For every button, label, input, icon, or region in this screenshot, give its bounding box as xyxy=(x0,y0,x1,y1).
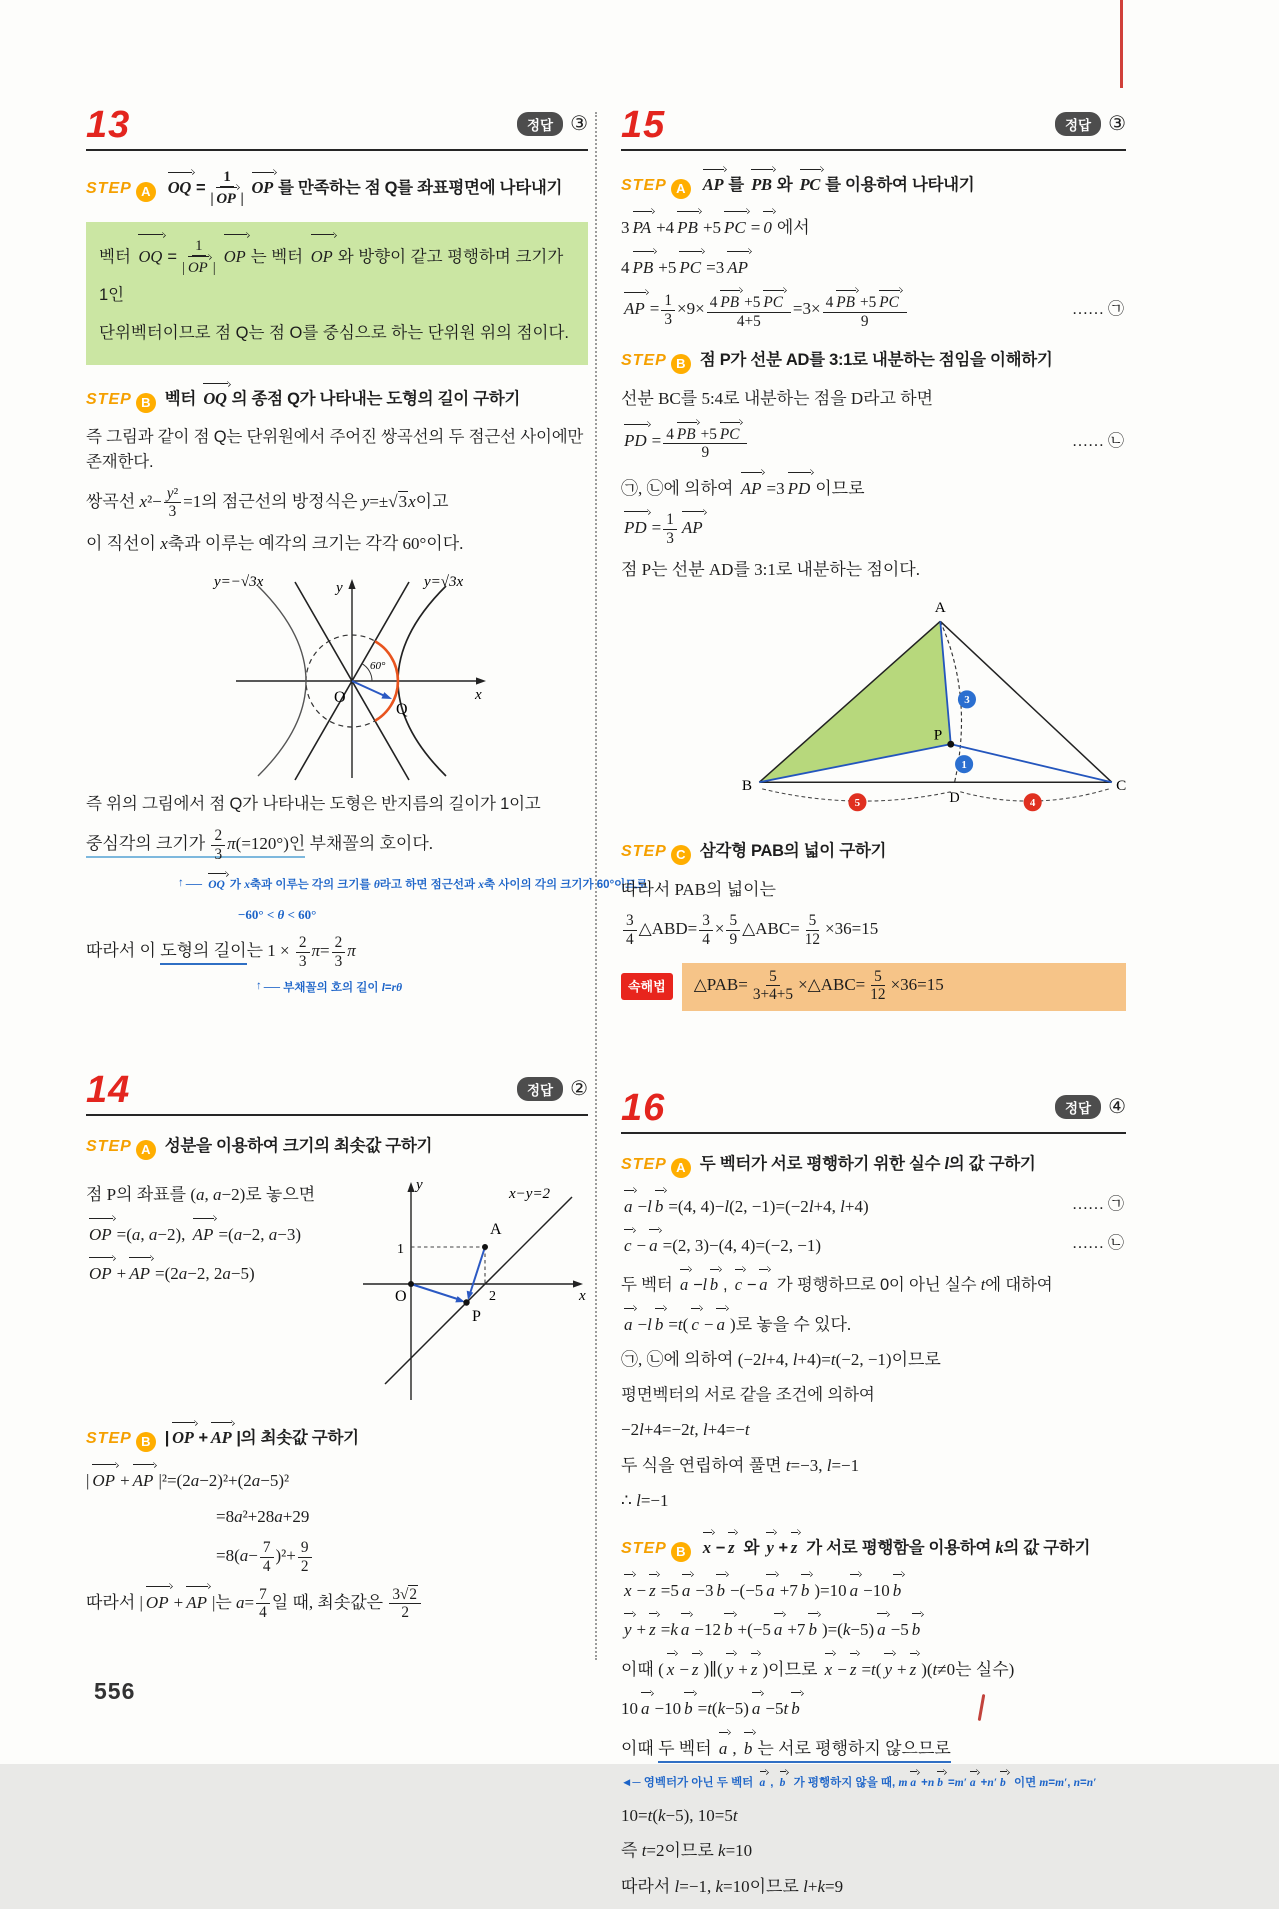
math-line: a −l b =(4, 4)−l(2, −1)=(−2l+4, l+4) …… ㉠ xyxy=(621,1190,1126,1220)
answer-choice: ③ xyxy=(570,113,588,135)
quick-method-box: 속해법 △PAB= $\frac{5}{3+4+5}$ ×△ABC= $\frac{5}{12}$ ×36=15 xyxy=(621,963,1126,1011)
math-line: 따라서 | OP + AP |는 a= $\frac{7}{4}$ 일 때, 최솟값은 $\frac{3√2}{2}$ xyxy=(86,1586,588,1622)
origin-label: O xyxy=(334,689,346,707)
step-a-header: STEP A 성분을 이용하여 크기의 최솟값 구하기 xyxy=(86,1134,588,1160)
answer-badge xyxy=(517,112,588,136)
problem-13-body-bottom xyxy=(86,792,648,997)
math-line: a −l b =t( c − a )로 놓을 수 있다. xyxy=(621,1308,1126,1338)
problem-15-body-top xyxy=(621,169,1126,583)
answer-choice: ④ xyxy=(1108,1095,1126,1118)
step-a-header: STEP A AP 를 PB 와 PC 를 이용하여 나타내기 xyxy=(621,169,1126,199)
x-tick-2: 2 xyxy=(489,1289,496,1305)
asymptote-positive-label: y=√3x xyxy=(424,574,464,591)
math-line: ㉠, ㉡에 의하여 (−2l+4, l+4)=t(−2, −1)이므로 xyxy=(621,1350,941,1370)
x-axis-arrow xyxy=(476,678,486,685)
math-line: 이때 두 벡터 a , b 는 서로 평행하지 않으므로 xyxy=(621,1732,1126,1762)
point-p-label: P xyxy=(933,726,943,744)
math-line: PD = $\frac{1}{3}$ AP xyxy=(621,511,1126,547)
problem-14-body-bottom xyxy=(86,1422,588,1621)
problem-14-step-a xyxy=(86,1134,588,1160)
x-axis-label: x xyxy=(475,687,482,704)
answer-badge xyxy=(1055,112,1126,136)
y-axis-label: y xyxy=(416,1177,423,1194)
math-line: OP =(a, a−2), AP =(a−2, a−3) xyxy=(86,1218,349,1248)
answer-badge xyxy=(1055,1095,1126,1119)
step-c-header: STEP C 삼각형 PAB의 넓이 구하기 xyxy=(621,839,1126,865)
ratio-3-number: 3 xyxy=(964,694,970,707)
vertex-b-label: B xyxy=(741,776,753,794)
scan-mark-top xyxy=(1120,0,1123,88)
math-line: ㉠, ㉡에 의하여 AP =3 PD 이므로 xyxy=(621,472,1126,502)
op-vector-arrow xyxy=(411,1284,459,1300)
math-line: 점 P는 선분 AD를 3:1로 내분하는 점이다. xyxy=(621,560,920,580)
math-line: 10=t(k−5), 10=5t xyxy=(621,1805,738,1825)
math-line: y + z =k a −12 b +(−5 a +7 b )=(k−5) a −5 b xyxy=(621,1613,1126,1643)
problem-number: 14 xyxy=(86,1069,131,1112)
vertex-a-label: A xyxy=(934,598,946,616)
step-b-header: STEP B 벡터 OQ 의 종점 Q가 나타내는 도형의 길이 구하기 xyxy=(86,383,588,413)
math-line: AP = $\frac{1}{3}$ ×9× $\frac{4 PB +5 PC}{4+5}$ =3× $\frac{4 PB +5 PC}{9}$ …… ㉠ xyxy=(624,292,1124,330)
math-line: OP + AP =(2a−2, 2a−5) xyxy=(86,1257,349,1287)
answer-choice: ② xyxy=(570,1078,588,1101)
math-line: =8a²+28a+29 xyxy=(216,1506,310,1526)
answer-label: 정답 xyxy=(517,112,563,136)
segment-pc xyxy=(951,744,1112,782)
page-number: 556 xyxy=(94,1678,136,1704)
answer-label: 정답 xyxy=(517,1077,563,1101)
problem-15 xyxy=(621,106,1126,1011)
step-b-header: STEP B x − z 와 y + z 가 서로 평행함을 이용하여 k의 값 구하기 xyxy=(621,1532,1126,1562)
hyperbola-figure xyxy=(184,566,514,782)
step-a-header: STEP A OQ = $\frac{1}{| OP |}$ OP 를 만족하는 점 Q를 좌표평면에 나타내기 xyxy=(86,169,563,208)
answer-label: 정답 xyxy=(1055,112,1101,136)
y-tick-1: 1 xyxy=(397,1242,404,1258)
coordinate-figure xyxy=(353,1172,588,1404)
ratio-5-number: 5 xyxy=(854,797,861,810)
math-line: −2l+4=−2t, l+4=−t xyxy=(621,1420,750,1440)
problem-15-header xyxy=(621,106,1126,151)
problem-13-body-top xyxy=(86,169,588,556)
point-a-dot xyxy=(482,1244,488,1250)
math-line: 10 a −10 b =t(k−5) a −5t b xyxy=(621,1692,1126,1722)
step-a-header: STEP A 두 벡터가 서로 평행하기 위한 실수 l의 값 구하기 xyxy=(621,1152,1126,1178)
step-b-header: STEP B | OP + AP |의 최솟값 구하기 xyxy=(86,1422,588,1452)
note-line: ◄─ 영벡터가 아닌 두 벡터 a , b 가 평행하지 않을 때, m a +n b =m′ a +n′ b 이면 m=m′, n=n′ xyxy=(621,1771,1126,1792)
problem-13-header xyxy=(86,106,588,151)
problem-14-header xyxy=(86,1071,588,1116)
point-p-dot xyxy=(463,1300,469,1306)
math-line: c − a =(2, 3)−(4, 4)=(−2, −1) …… ㉡ xyxy=(621,1229,1126,1259)
point-a-label: A xyxy=(490,1221,502,1239)
answer-label: 정답 xyxy=(1055,1095,1101,1119)
problem-16-header xyxy=(621,1086,1126,1134)
math-line: 4 PB +5 PC =3 AP xyxy=(621,251,1126,281)
right-column xyxy=(621,106,1126,1909)
math-line: 두 식을 연립하여 풀면 t=−3, l=−1 xyxy=(621,1455,860,1475)
math-line: PD = $\frac{4 PB +5 PC}{9}$ …… ㉡ xyxy=(621,422,1126,462)
origin-dot xyxy=(408,1281,414,1287)
math-line: =8(a− $\frac{7}{4}$ )²+ $\frac{9}{2}$ xyxy=(86,1539,588,1575)
text-line: 평면벡터의 서로 같을 조건에 의하여 xyxy=(621,1385,875,1404)
text-line: 즉 그림과 같이 점 Q는 단위원에서 주어진 쌍곡선의 두 점근선 사이에만 존재한다. xyxy=(86,428,584,471)
text-line: 즉 위의 그림에서 점 Q가 나타내는 도형은 반지름의 길이가 1이고 xyxy=(86,795,541,814)
ratio-1-number: 1 xyxy=(961,758,967,771)
x-axis-label: x xyxy=(579,1288,586,1305)
problem-16 xyxy=(621,1086,1126,1899)
math-line: 이때 ( x − z )∥( y + z )이므로 x − z =t( y + z )(t≠0는 실수) xyxy=(621,1653,1126,1683)
note-line: ↑ ── 부채꼴의 호의 길이 l=rθ xyxy=(256,980,403,995)
highlight-box: 벡터 OQ = $\frac{1}{| OP |}$ OP 는 벡터 OP 와 방향이 같고 평행하며 크기가 1인 단위벡터이므로 점 Q는 점 O를 중심으로 하는 단위원 위의 점이다. xyxy=(86,222,588,365)
point-p-label: P xyxy=(472,1308,481,1326)
line-equation-label: x−y=2 xyxy=(509,1186,551,1203)
math-line: 점 P의 좌표를 (a, a−2)로 놓으면 xyxy=(86,1185,316,1205)
point-d-label: D xyxy=(949,790,960,807)
problem-14-body-left xyxy=(86,1172,349,1297)
math-line: 따라서 이 도형의 길이는 1 × $\frac{2}{3}$ π= $\frac{2}{3}$ π xyxy=(86,934,356,970)
problem-number: 16 xyxy=(621,1086,666,1129)
problem-14-text-figure-row xyxy=(86,1172,588,1404)
problem-16-body xyxy=(621,1152,1126,1899)
math-line: 3 PA +4 PB +5 PC = 0 에서 xyxy=(621,211,1126,241)
point-p-dot xyxy=(947,741,954,748)
problem-number: 13 xyxy=(86,104,131,146)
vertex-c-label: C xyxy=(1116,776,1127,794)
math-line: x − z =5 a −3 b −(−5 a +7 b )=10 a −10 b xyxy=(621,1574,1126,1604)
oq-vector-arrowhead xyxy=(381,692,392,699)
math-line: 따라서 l=−1, k=10이므로 l+k=9 xyxy=(621,1876,844,1896)
math-line: 쌍곡선 x²− $\frac{\text{y²}}{3}$ =1의 점근선의 방정식은 y=±√3x이고 xyxy=(86,484,449,521)
math-line: 선분 BC를 5:4로 내분하는 점을 D라고 하면 xyxy=(621,389,934,409)
y-axis-label: y xyxy=(336,580,343,597)
math-line: 이 직선이 x축과 이루는 예각의 크기는 각각 60°이다. xyxy=(86,533,464,553)
origin-label: O xyxy=(395,1288,407,1306)
ratio-4-number: 4 xyxy=(1029,797,1036,810)
y-axis-arrow xyxy=(407,1182,414,1192)
math-line: | OP + AP |²=(2a−2)²+(2a−5)² xyxy=(86,1464,588,1494)
problem-14 xyxy=(86,1071,588,1621)
x-axis-arrow xyxy=(573,1281,583,1288)
point-q-label: Q xyxy=(396,701,408,719)
asymptote-negative-label: y=−√3x xyxy=(214,574,264,591)
text-line: 두 벡터 a −l b , c − a 가 평행하므로 0이 아닌 실수 t에 대하여 xyxy=(621,1269,1126,1298)
y-axis-arrow xyxy=(348,579,355,589)
math-line: 따라서 PAB의 넓이는 xyxy=(621,879,776,899)
note-line: −60° < θ < 60° xyxy=(238,906,317,922)
shaded-triangle-abp xyxy=(759,621,950,782)
math-line: $\frac{3}{4}$ △ABD= $\frac{3}{4}$ × $\frac{5}{9}$ △ABC= $\frac{5}{12}$ ×36=15 xyxy=(621,912,1126,948)
angle-label: 60° xyxy=(370,660,386,673)
step-b-header: STEP B 점 P가 선분 AD를 3:1로 내분하는 점임을 이해하기 xyxy=(621,348,1126,374)
answer-choice: ③ xyxy=(1108,113,1126,135)
math-line: 즉 t=2이므로 k=10 xyxy=(621,1841,753,1861)
problem-15-body-bottom xyxy=(621,839,1126,1011)
problem-number: 15 xyxy=(621,104,666,146)
note-line: ↑ ── OQ 가 x축과 이루는 각의 크기를 θ라고 하면 점근선과 x축 사이의 각의 크기가 60°이므로 xyxy=(86,873,588,894)
triangle-figure xyxy=(726,593,1126,821)
line-x-minus-y-2 xyxy=(385,1197,572,1384)
math-line: 중심각의 크기가 $\frac{2}{3}$ π(=120°)인 부채꼴의 호이다. xyxy=(86,827,434,863)
answer-badge xyxy=(517,1077,588,1101)
math-line: ∴ l=−1 xyxy=(621,1491,669,1511)
